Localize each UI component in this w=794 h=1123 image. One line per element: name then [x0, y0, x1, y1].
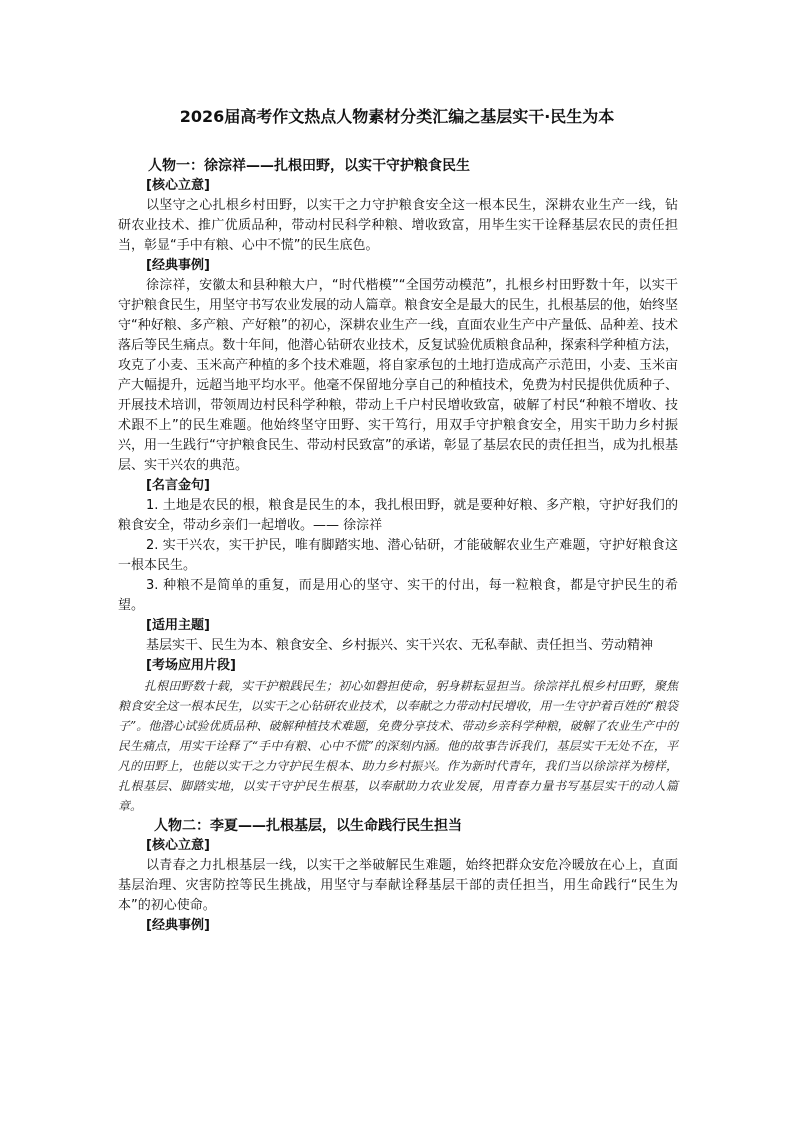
person1-case-text: 徐淙祥，安徽太和县种粮大户，“时代楷模”“全国劳动模范”，扎根乡村田野数十年，以实干守护粮食民生，用坚守书写农业发展的动人篇章。粮食安全是最大的民生，扎根基层的他，始终坚守“种好粮、多产粮、产好粮”的初心，深耕农业生产一线，直面农业生产中产量低、品种差、技术落后等民生痛点。数十年间，他潜心钻研农业技术，反复试验优质粮食品种，探索科学种植方法，攻克了小麦、玉米高产种植的多个技术难题，将自家承包的土地打造成高产示范田，小麦、玉米亩产大幅提升，远超当地平均水平。他毫不保留地分享自己的种植技术，免费为村民提供优质种子、开展技术培训，带领周边村民科学种粮，带动上千户村民增收致富，破解了村民“种粮不增收、技术跟不上”的民生难题。他始终坚守田野、实干笃行，用双手守护粮食安全，用实干助力乡村振兴，用一生践行“守护粮食民生、带动村民致富”的承诺，彰显了基层农民的责任担当，成为扎根基层、实干兴农的典范。	[118, 278, 678, 473]
person1-case-label: [经典事例]	[146, 258, 210, 273]
document-body	[118, 156, 678, 936]
person1-exam-label: [考场应用片段]	[146, 658, 236, 673]
quote-item: 3. 种粮不是简单的重复，而是用心的坚守、实干的付出，每一粒粮食，都是守护民生的希望。	[118, 578, 678, 613]
person2-core-text: 以青春之力扎根基层一线，以实干之举破解民生难题，始终把群众安危冷暖放在心上，直面基层治理、灾害防控等民生挑战，用坚守与奉献诠释基层干部的责任担当，用生命践行“民生为本”的初心使命。	[118, 858, 678, 913]
quote-item: 1. 土地是农民的根，粮食是民生的本，我扎根田野，就是要种好粮、多产粮，守护好我们的粮食安全，带动乡亲们一起增收。—— 徐淙祥	[118, 498, 678, 533]
person1-themes-text: 基层实干、民生为本、粮食安全、乡村振兴、实干兴农、无私奉献、责任担当、劳动精神	[146, 638, 654, 653]
person1-core-label: [核心立意]	[146, 178, 210, 193]
person1-core-text: 以坚守之心扎根乡村田野，以实干之力守护粮食安全这一根本民生，深耕农业生产一线，钻研农业技术、推广优质品种，带动村民科学种粮、增收致富，用毕生实干诠释基层农民的责任担当，彰显“手中有粮、心中不慌”的民生底色。	[118, 198, 678, 253]
person2-case-label: [经典事例]	[146, 918, 210, 933]
person1-themes-label: [适用主题]	[146, 618, 210, 633]
quote-item: 2. 实干兴农，实干护民，唯有脚踏实地、潜心钻研，才能破解农业生产难题，守护好粮食这一根本民生。	[118, 538, 678, 573]
person1-exam-text: 扎根田野数十载，实干护粮践民生；初心如磐担使命，躬身耕耘显担当。徐淙祥扎根乡村田野，聚焦粮食安全这一根本民生，以实干之心钻研农业技术，以奉献之力带动村民增收，用一生守护着百姓的“粮袋子”。他潜心试验优质品种、破解种植技术难题，免费分享技术、带动乡亲科学种粮，破解了农业生产中的民生痛点，用实干诠释了“手中有粮、心中不慌”的深刻内涵。他的故事告诉我们，基层实干无处不在，平凡的田野上，也能以实干之力守护民生根本、助力乡村振兴。作为新时代青年，我们当以徐淙祥为榜样，扎根基层、脚踏实地，以实干守护民生根基，以奉献助力农业发展，用青春力量书写基层实干的动人篇章。	[118, 679, 678, 813]
person2-core-label: [核心立意]	[146, 838, 210, 853]
person2-heading: 人物二：李夏——扎根基层，以生命践行民生担当	[154, 818, 462, 834]
document-title: 2026届高考作文热点人物素材分类汇编之基层实干·民生为本	[179, 107, 615, 126]
person1-heading: 人物一：徐淙祥——扎根田野，以实干守护粮食民生	[148, 158, 470, 174]
person1-quotes-label: [名言金句]	[146, 478, 210, 493]
